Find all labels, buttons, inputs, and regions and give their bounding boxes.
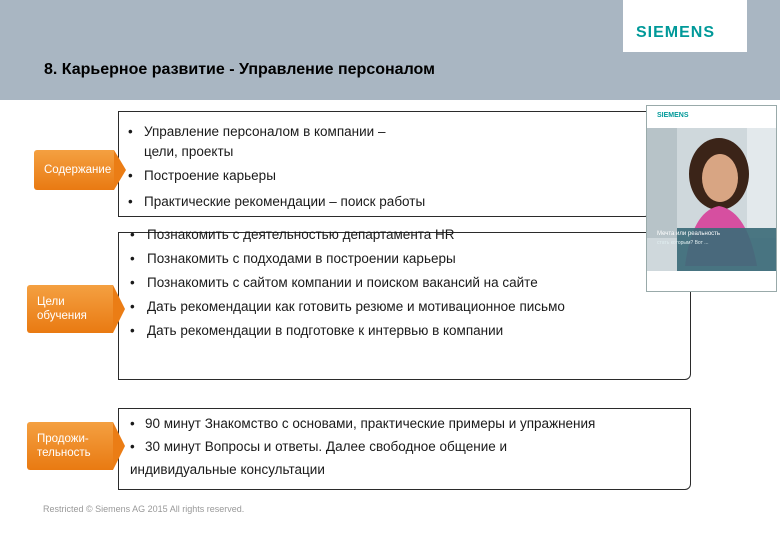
duration-label xyxy=(27,422,113,470)
list-item xyxy=(128,168,276,183)
goals-label xyxy=(27,285,113,333)
person-photo-icon xyxy=(647,106,776,291)
list-item xyxy=(130,416,596,431)
list-item-continuation: индивидуальные консультации xyxy=(130,462,325,477)
bullet: • xyxy=(130,275,135,290)
bullet: • xyxy=(130,299,135,314)
brochure-image xyxy=(646,105,777,292)
list-item-text: Управление персоналом в компании – xyxy=(144,124,386,139)
page-title: 8. Карьерное развитие - Управление персоналом xyxy=(44,61,435,78)
footer-copyright: Restricted © Siemens AG 2015 All rights reserved. xyxy=(43,504,245,514)
list-item xyxy=(130,439,508,454)
brochure-subcaption: стать которым? Вот ... xyxy=(657,240,709,246)
bullet: • xyxy=(128,124,133,139)
list-item xyxy=(130,251,456,266)
bullet: • xyxy=(130,251,135,266)
list-item-text: 30 минут Вопросы и ответы. Далее свободное общение и xyxy=(145,439,508,454)
bullet: • xyxy=(130,323,135,338)
list-item xyxy=(130,275,538,290)
list-item-text: Познакомить с деятельностью департамента HR xyxy=(147,227,455,242)
list-item xyxy=(130,299,565,314)
list-item xyxy=(130,323,504,338)
content-label xyxy=(34,150,114,190)
goals-label-line2: обучения xyxy=(37,310,87,322)
list-item xyxy=(130,227,455,242)
bullet: • xyxy=(130,416,135,431)
bullet: • xyxy=(128,168,133,183)
list-item-text: Практические рекомендации – поиск работы xyxy=(144,194,426,209)
list-item-text: Построение карьеры xyxy=(144,168,276,183)
list-item-text: Дать рекомендации в подготовке к интервью в компании xyxy=(147,323,504,338)
list-item-text: Познакомить с сайтом компании и поиском вакансий на сайте xyxy=(147,275,538,290)
bullet: • xyxy=(130,227,135,242)
goals-label-line1: Цели xyxy=(37,296,65,308)
bullet: • xyxy=(130,439,135,454)
list-item-text: 90 минут Знакомство с основами, практические примеры и упражнения xyxy=(145,416,596,431)
list-item-text: Познакомить с подходами в построении карьеры xyxy=(147,251,456,266)
bullet: • xyxy=(128,194,133,209)
duration-label-line1: Продожи- xyxy=(37,433,89,445)
duration-label-line2: тельность xyxy=(37,447,91,459)
header-band xyxy=(0,0,780,100)
brochure-caption: Мечта или реальность xyxy=(657,231,721,237)
list-item-text: Дать рекомендации как готовить резюме и мотивационное письмо xyxy=(147,299,565,314)
content-label-text: Содержание xyxy=(44,164,112,176)
siemens-logo xyxy=(623,0,747,52)
list-item-continuation: цели, проекты xyxy=(144,144,234,159)
list-item xyxy=(128,124,386,139)
siemens-logo-text: SIEMENS xyxy=(636,24,716,41)
brochure-logo: SIEMENS xyxy=(657,112,689,119)
list-item xyxy=(128,194,426,209)
